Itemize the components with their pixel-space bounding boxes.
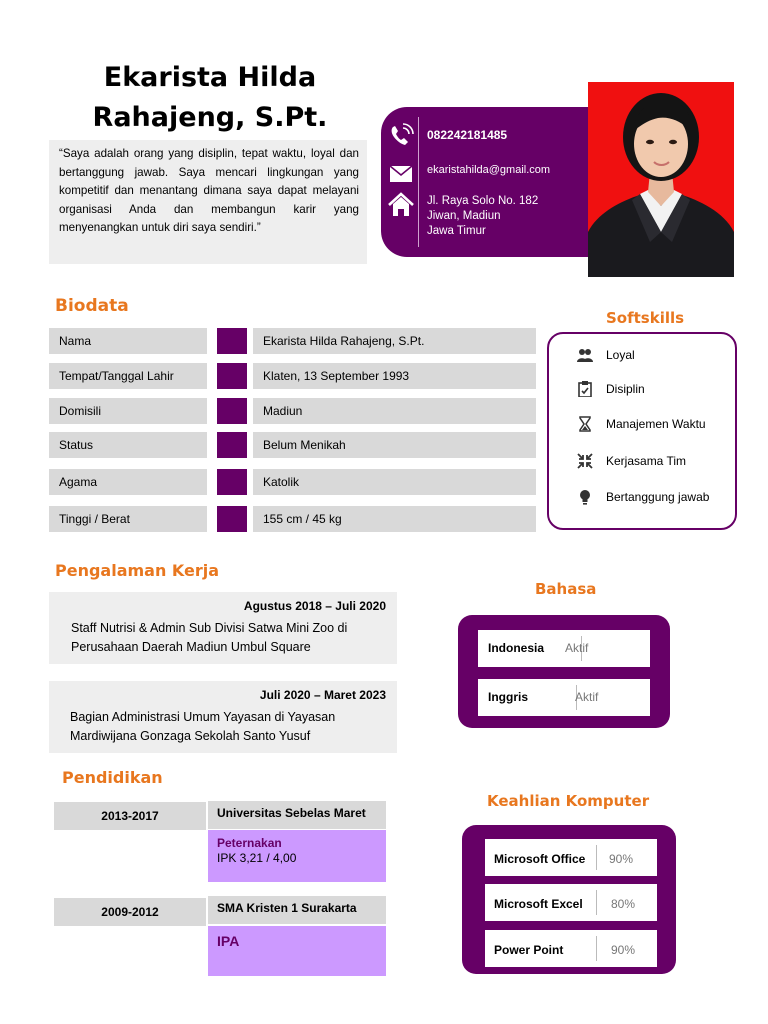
biodata-marker <box>217 506 247 532</box>
biodata-label: Nama <box>49 328 207 354</box>
experience-item <box>49 681 397 753</box>
softskill-item <box>577 487 737 507</box>
softskill-label: Loyal <box>606 348 635 362</box>
name-line-1: Ekarista Hilda <box>103 62 317 93</box>
profile-photo <box>588 82 734 277</box>
experience-line-2: Perusahaan Daerah Madiun Umbul Square <box>71 640 311 654</box>
contact-email <box>381 157 611 185</box>
language-row <box>478 630 650 667</box>
softskill-label: Bertanggung jawab <box>606 490 710 504</box>
computer-skill-divider <box>596 936 597 961</box>
address-line-1: Jl. Raya Solo No. 182 <box>427 195 539 207</box>
biodata-marker <box>217 432 247 458</box>
language-level: Aktif <box>565 641 589 655</box>
computer-skill-level: 90% <box>611 943 636 957</box>
biodata-value: Madiun <box>253 398 536 424</box>
education-year: 2013-2017 <box>54 802 206 830</box>
envelope-icon <box>387 161 415 187</box>
home-icon <box>387 192 415 218</box>
softskill-label: Kerjasama Tim <box>606 454 687 468</box>
hourglass-icon <box>577 416 593 432</box>
computer-skill-name: Microsoft Office <box>494 852 586 866</box>
biodata-value: Katolik <box>253 469 536 495</box>
people-icon <box>577 347 593 363</box>
computer-skill-name: Microsoft Excel <box>494 897 583 911</box>
biodata-value: Belum Menikah <box>253 432 536 458</box>
portrait-illustration <box>588 82 734 277</box>
contact-address <box>381 189 611 249</box>
education-year: 2009-2012 <box>54 898 206 926</box>
biodata-value: Klaten, 13 September 1993 <box>253 363 536 389</box>
experience-description <box>71 619 391 657</box>
education-school: Universitas Sebelas Maret <box>208 801 386 829</box>
computer-skill-name: Power Point <box>494 943 564 957</box>
biodata-label: Status <box>49 432 207 458</box>
education-gpa: IPK 3,21 / 4,00 <box>217 851 297 865</box>
address-line-3: Jawa Timur <box>427 225 486 237</box>
email-address[interactable]: ekaristahilda@gmail.com <box>427 164 551 176</box>
softskill-item <box>577 451 737 471</box>
address-line-2: Jiwan, Madiun <box>427 210 501 222</box>
experience-item <box>49 592 397 664</box>
bahasa-heading: Bahasa <box>535 580 597 598</box>
komputer-box <box>462 825 676 974</box>
education-heading: Pendidikan <box>62 768 163 787</box>
biodata-label: Tempat/Tanggal Lahir <box>49 363 207 389</box>
softskill-label: Disiplin <box>606 382 645 396</box>
biodata-value: Ekarista Hilda Rahajeng, S.Pt. <box>253 328 536 354</box>
biodata-label: Domisili <box>49 398 207 424</box>
contact-box <box>381 107 611 257</box>
computer-skill-row <box>485 930 657 967</box>
biodata-value: 155 cm / 45 kg <box>253 506 536 532</box>
profile-summary: “Saya adalah orang yang disiplin, tepat waktu, loyal dan bertanggung jawab. Saya mencari lingkungan yang kompetitif dan menantang dimana saya dapat melayani organisasi Anda dan membangun karir yang menyenangkan untuk diri saya sendiri.” <box>49 140 367 264</box>
contact-phone <box>381 121 611 151</box>
softskills-box <box>547 332 737 530</box>
experience-line-1: Bagian Administrasi Umum Yayasan di Yayasan <box>70 710 336 724</box>
experience-date: Agustus 2018 – Juli 2020 <box>243 599 386 613</box>
language-name: Inggris <box>488 690 529 704</box>
experience-line-2: Mardiwijana Gonzaga Sekolah Santo Yusuf <box>70 729 311 743</box>
komputer-heading: Keahlian Komputer <box>487 792 650 810</box>
experience-description <box>70 708 390 746</box>
softskills-heading: Softskills <box>606 309 685 327</box>
name-line-2: Rahajeng, S.Pt. <box>92 102 328 133</box>
education-detail <box>208 926 386 976</box>
phone-number[interactable]: 082242181485 <box>427 128 508 142</box>
computer-skill-divider <box>596 845 597 870</box>
experience-line-1: Staff Nutrisi & Admin Sub Divisi Satwa Mini Zoo di <box>71 621 348 635</box>
language-level: Aktif <box>575 690 599 704</box>
education-major: Peternakan <box>217 836 282 850</box>
softskill-label: Manajemen Waktu <box>606 417 706 431</box>
softskill-item <box>577 345 737 365</box>
collapse-arrows-icon <box>577 453 593 469</box>
phone-icon <box>387 122 415 148</box>
address-text <box>427 194 538 239</box>
education-major: IPA <box>217 933 240 949</box>
biodata-marker <box>217 328 247 354</box>
biodata-heading: Biodata <box>55 296 129 316</box>
computer-skill-row <box>485 839 657 876</box>
biodata-marker <box>217 469 247 495</box>
lightbulb-icon <box>577 489 593 505</box>
biodata-marker <box>217 363 247 389</box>
education-detail <box>208 830 386 882</box>
biodata-label: Agama <box>49 469 207 495</box>
softskill-item <box>577 414 737 434</box>
candidate-name <box>40 58 380 138</box>
computer-skill-row <box>485 884 657 921</box>
experience-date: Juli 2020 – Maret 2023 <box>259 688 386 702</box>
experience-heading: Pengalaman Kerja <box>55 561 220 580</box>
clipboard-icon <box>577 381 593 397</box>
computer-skill-level: 90% <box>609 852 634 866</box>
softskill-item <box>577 379 737 399</box>
computer-skill-level: 80% <box>611 897 636 911</box>
bahasa-box <box>458 615 670 728</box>
computer-skill-divider <box>596 890 597 915</box>
language-name: Indonesia <box>488 641 545 655</box>
biodata-marker <box>217 398 247 424</box>
biodata-label: Tinggi / Berat <box>49 506 207 532</box>
language-row <box>478 679 650 716</box>
education-school: SMA Kristen 1 Surakarta <box>208 896 386 924</box>
